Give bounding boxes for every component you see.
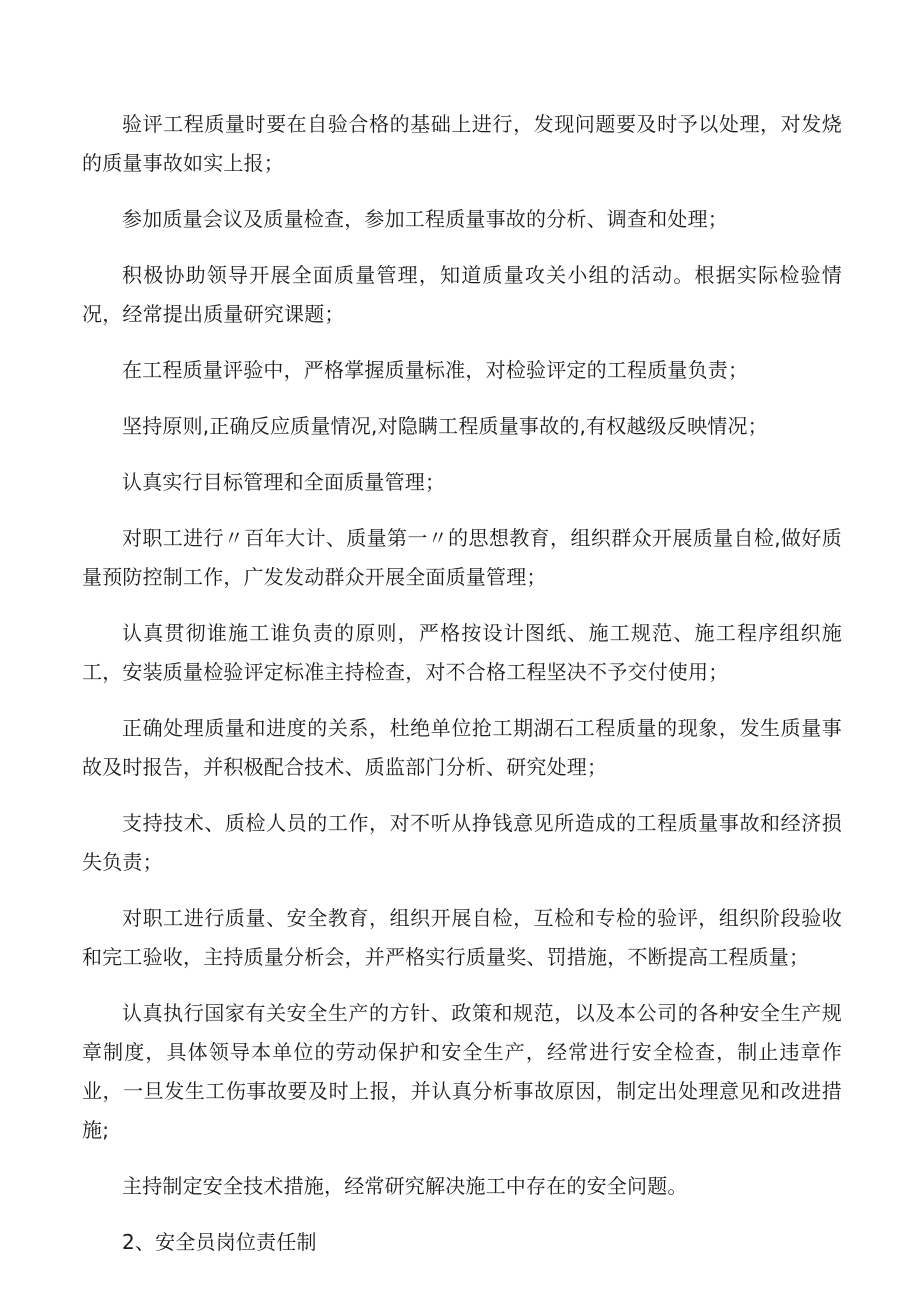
paragraph: 坚持原则,正确反应质量情况,对隐瞒工程质量事故的,有权越级反映情况；	[122, 414, 768, 438]
paragraph: 认真执行国家有关安全生产的方针、政策和规范，以及本公司的各种安全生产规章制度，具体领导本单位的劳动保护和安全生产，经常进行安全检查，制止违章作业，一旦发生工伤事故要及时上报，并认真分析事故原因，制定出处理意见和改进措施;	[82, 1001, 842, 1142]
paragraph: 对职工进行〃百年大计、质量第一〃的思想教育，组织群众开展质量自检,做好质量预防控制工作，广发发动群众开展全面质量管理；	[82, 526, 842, 589]
document-body	[82, 105, 842, 1262]
paragraph: 支持技术、质检人员的工作，对不听从挣钱意见所造成的工程质量事故和经济损失负责；	[82, 811, 842, 874]
paragraph: 认真贯彻谁施工谁负责的原则，严格按设计图纸、施工规范、施工程序组织施工，安装质量检验评定标准主持检查，对不合格工程坚决不予交付使用；	[82, 621, 842, 684]
paragraph: 参加质量会议及质量检查，参加工程质量事故的分析、调查和处理；	[122, 207, 728, 231]
paragraph: 在工程质量评验中，严格掌握质量标准，对检验评定的工程质量负责；	[122, 358, 749, 382]
paragraph: 积极协助领导开展全面质量管理，知道质量攻关小组的活动。根据实际检验情况，经常提出质量研究课题；	[82, 263, 842, 326]
paragraph: 对职工进行质量、安全教育，组织开展自检，互检和专检的验评，组织阶段验收和完工验收，主持质量分析会，并严格实行质量奖、罚措施，不断提高工程质量；	[82, 906, 842, 969]
paragraph: 认真实行目标管理和全面质量管理；	[122, 470, 446, 494]
section-heading: 2、安全员岗位责任制	[122, 1230, 317, 1254]
paragraph: 主持制定安全技术措施，经常研究解决施工中存在的安全问题。	[122, 1174, 688, 1198]
paragraph: 验评工程质量时要在自验合格的基础上进行，发现问题要及时予以处理，对发烧的质量事故如实上报；	[82, 112, 842, 175]
paragraph: 正确处理质量和进度的关系，杜绝单位抢工期湖石工程质量的现象，发生质量事故及时报告，并积极配合技术、质监部门分析、研究处理；	[82, 716, 842, 779]
